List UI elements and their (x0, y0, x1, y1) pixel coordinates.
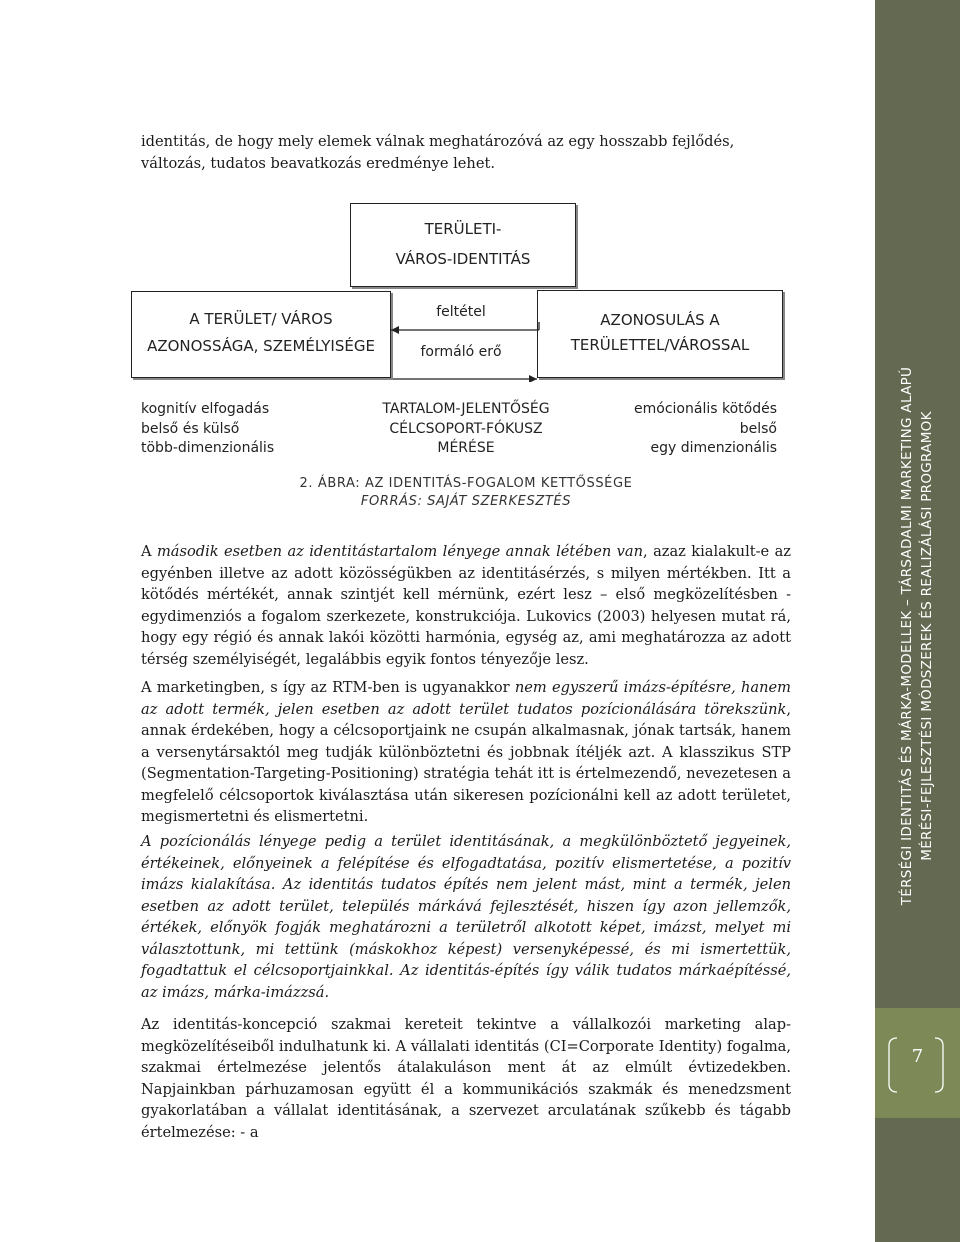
right-col-item: egy dimenzionális (650, 440, 777, 456)
center-col-item: TARTALOM-JELENTŐSÉG (382, 401, 550, 417)
paragraph-2 (141, 677, 791, 828)
intro-line-2: változás, tudatos beavatkozás eredménye lehet. (141, 154, 495, 172)
p2-rest: , annak érdekében, hogy a célcsoportjaink ne csupán alkalmasnak, jónak tartsák, hanem a versenytársaktól meg tudják különböztetni és jobbnak ítéljék azt. A klasszikus STP (Segmentation-Targeting-Positioning) stratégia tehát itt is értelmezendő, nevezetesen a megfelelő célcsoportok kiválasztása után sikeresen pozícionálni kell az adott területet, megismertetni és elismertetni. (141, 700, 791, 825)
diagram-left-box-line2: AZONOSSÁGA, SZEMÉLYISÉGE (147, 337, 375, 355)
diagram-top-box-line2: VÁROS-IDENTITÁS (395, 250, 531, 268)
diagram-top-box-line1: TERÜLETI- (424, 220, 502, 238)
figure-caption: 2. ÁBRA: AZ IDENTITÁS-FOGALOM KETTŐSSÉGE (299, 476, 633, 491)
right-col-item: emócionális kötődés (634, 401, 777, 417)
p1-rest: , azaz kialakult-e az egyénben illetve az adott közösségükben az identitásérzés, s milyen mértékben. Itt a kötődés mértékét, annak szintjét kell mérnünk, ezért lesz – első megközelítésben - egydimenziós a fogalom szerkezete, konstrukciója. Lukovics (2003) helyesen mutat rá, hogy egy régió és annak lakói közötti harmónia, egység az, ami meghatározza az adott térség személyiségét, legalábbis egyik fontos tényezője lesz. (141, 543, 791, 668)
right-col-item: belső (739, 420, 777, 437)
diagram-left-box (131, 291, 391, 378)
page-number: 7 (911, 1046, 924, 1067)
diagram-center-column (361, 400, 571, 459)
paragraph-4: Az identitás-koncepció szakmai kereteit tekintve a vállalkozói marketing alap-megközelítéseiből indulhatunk ki. A vállalati identitás (CI=Corporate Identity) fogalma, szakmai értelmezése jelentős átalakuláson ment át az elmúlt évtizedekben. Napjainkban párhuzamosan együtt él a kommunikációs szakmák és menedzsment gyakorlatában a vállalat identitásának, a szervezet arculatának szűkebb és tágabb értelmezése: - a (141, 1016, 791, 1141)
center-col-item: CÉLCSOPORT-FÓKUSZ (389, 420, 543, 437)
diagram-left-column (141, 400, 341, 459)
diagram-right-column (577, 400, 777, 459)
p1-start: A (141, 543, 157, 560)
left-col-item: több-dimenzionális (141, 440, 275, 456)
intro-line-1: identitás, de hogy mely elemek válnak meghatározóvá az egy hosszabb fejlődés, (141, 133, 735, 150)
p1-italic: második esetben az identitástartalom lényege annak létében van (156, 543, 644, 560)
p2-italic: nem egyszerű imázs-építésre, hanem az adott termék, jelen esetben az adott terület tudatos pozícionálására törekszünk (141, 679, 791, 718)
sidebar-title-line1: TÉRSÉGI IDENTITÁS ÉS MÁRKA-MODELLEK – TÁRSADALMI MARKETING ALAPÚ (899, 366, 915, 906)
arrow-label-shaping-force: formáló erő (420, 344, 502, 360)
figure-source: FORRÁS: SAJÁT SZERKESZTÉS (360, 494, 572, 509)
diagram-top-box (350, 203, 576, 287)
paragraph-3: A pozícionálás lényege pedig a terület identitásának, a megkülönböztető jegyeinek, értékeinek, előnyeinek a felépítése és elfogadtatása, pozitív elismertetése, a pozitív imázs kialakítása. Az identitás tudatos építés nem jelent mást, mint a termék, jelen esetben az adott terület, település márkává fejlesztését, hiszen így azon jellemzők, értékek, előnyök fogják meghatározni a területről alkotott képet, imázst, melyet mi választottunk, mi tettünk (máskokhoz képest) versenyképessé, és mi ismertettük, fogadtattuk el célcsoportjainkkal. Az identitás-építés így válik tudatos márkaépítéssé, az imázs, márka-imázzsá. (141, 833, 791, 1001)
diagram-right-box-line2: TERÜLETTEL/VÁROSSAL (570, 336, 750, 354)
left-col-item: belső és külső (141, 420, 240, 437)
diagram-left-box-line1: A TERÜLET/ VÁROS (189, 310, 333, 328)
intro-paragraph (141, 131, 791, 174)
center-col-item: MÉRÉSE (437, 440, 495, 456)
diagram-right-box-line1: AZONOSULÁS A (600, 311, 720, 329)
paragraph-1 (141, 541, 791, 670)
diagram-right-box (537, 290, 783, 378)
left-col-item: kognitív elfogadás (141, 401, 270, 417)
p2-start: A marketingben, s így az RTM-ben is ugyanakkor (141, 679, 515, 696)
page-number-tab (875, 1008, 960, 1118)
arrow-label-condition: feltétel (436, 304, 486, 320)
sidebar-title-line2: MÉRÉSI-FEJLESZTÉSI MÓDSZEREK ÉS REALIZÁLÁSI PROGRAMOK (919, 411, 935, 861)
